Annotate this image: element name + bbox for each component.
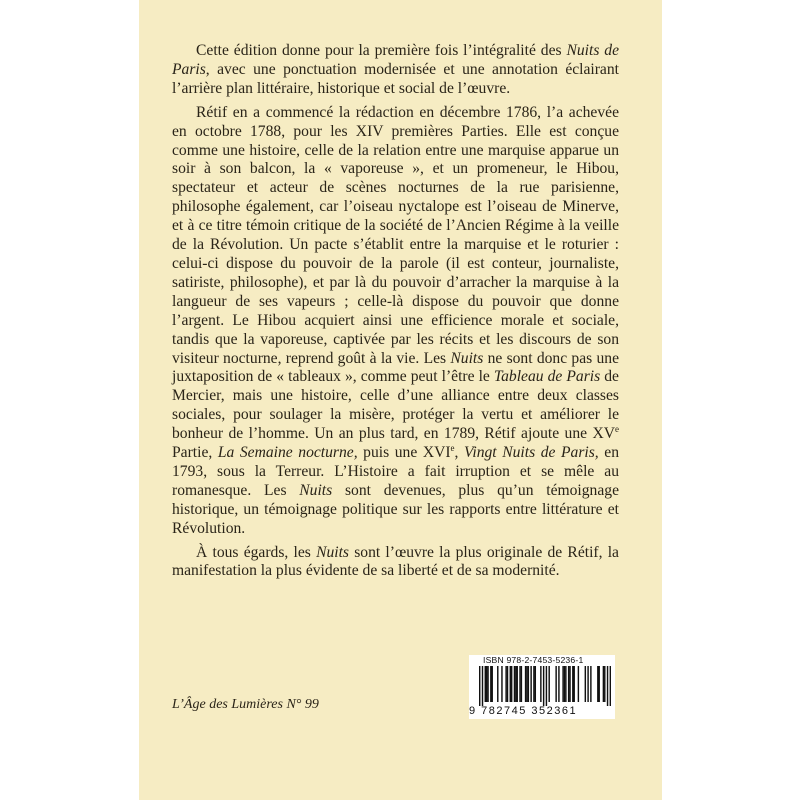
barcode-bar xyxy=(528,666,529,702)
barcode-bar xyxy=(573,666,574,702)
barcode xyxy=(469,655,615,719)
barcode-bar xyxy=(533,666,534,702)
text-run: de Mercier, mais une histoire, celle d’une alliance entre deux classes sociales, pour soulager la misère, protéger la vertu et améliorer le bonheur de l’homme. Un an plus tard, en 1789, Rétif ajoute une XV xyxy=(172,368,619,443)
text-run: e xyxy=(615,423,619,434)
barcode-bar xyxy=(507,666,508,702)
barcode-bar xyxy=(519,666,520,702)
barcode-bar xyxy=(607,666,608,706)
barcode-bar xyxy=(487,666,488,702)
italic-run: Nuits xyxy=(299,481,333,499)
italic-run: Vingt Nuits de Paris, xyxy=(464,444,599,462)
text-run: Partie, xyxy=(172,444,218,462)
text-run: sont l’œuvre la plus originale de Rétif, la manifestation la plus évidente de sa liberté et de sa modernité. xyxy=(172,543,619,580)
barcode-bars xyxy=(479,666,611,706)
barcode-bar xyxy=(501,666,502,702)
barcode-bar xyxy=(597,666,598,702)
barcode-bar xyxy=(479,666,480,706)
barcode-bar xyxy=(492,666,493,702)
barcode-bar xyxy=(517,666,518,702)
barcode-bar xyxy=(497,666,498,702)
text-run: , xyxy=(454,444,465,462)
barcode-bar xyxy=(515,666,516,702)
barcode-bar xyxy=(530,666,531,702)
isbn-label: ISBN 978-2-7453-5236-1 xyxy=(483,655,584,665)
series-label: L’Âge des Lumières N° 99 xyxy=(172,697,319,712)
barcode-bar xyxy=(543,666,544,706)
book-back-cover xyxy=(139,0,662,800)
barcode-bar xyxy=(598,666,599,702)
italic-run: Nuits de Paris xyxy=(172,42,619,78)
text-run: sont devenues, plus qu’un témoignage historique, un témoignage politique sur les rapports entre littérature et Révolution. xyxy=(172,481,619,537)
barcode-bar xyxy=(511,666,512,702)
barcode-bar xyxy=(490,666,491,702)
blurb-text xyxy=(172,42,619,586)
barcode-bar xyxy=(482,666,483,706)
barcode-bar xyxy=(568,666,569,702)
barcode-digits: 9 782745 352361 xyxy=(469,705,578,717)
barcode-bar xyxy=(521,666,522,702)
text-run: e xyxy=(450,442,455,453)
text-run: Cette édition donne pour la première fois l’intégralité des xyxy=(196,42,567,59)
text-run: puis une XVI xyxy=(357,444,451,462)
italic-run: Nuits xyxy=(316,543,349,561)
barcode-bar xyxy=(558,666,559,702)
italic-run: La Semaine nocturne, xyxy=(217,444,358,462)
barcode-bar xyxy=(505,666,506,702)
barcode-bar xyxy=(486,666,487,702)
text-run: en 1793, sous la Terreur. L’Histoire a fait irruption et se mêle au romanesque. Les xyxy=(172,444,619,499)
barcode-bar xyxy=(569,666,570,702)
barcode-bar xyxy=(604,666,605,702)
barcode-bar xyxy=(585,666,586,702)
barcode-bar xyxy=(546,666,547,706)
text-run: Rétif en a commencé la rédaction en décembre 1786, l’a achevée en octobre 1788, pour les XIV premières Parties. Elle est conçue comme une histoire, celle de la relation entre une marquise apparue un soir à son balcon, la « vaporeuse », et un promeneur, le Hibou, spectateur et acteur de scènes nocturnes de la rue parisienne, philosophe également, car l’oiseau nyctalope est l’oiseau de Minerve, et à ce titre témoin critique de la société de l’Ancien Régime à la veille de la Révolution. Un pacte s’établit entre la marquise et le roturier : celui-ci dispose du pouvoir de la parole (il est conteur, journaliste, satiriste, philosophe), et par là du pouvoir d’arracher la marquise à la langueur de ses vapeurs ; celle-là dispose du pouvoir que donne l’argent. Le Hibou acquiert ainsi une efficience morale et sociale, tandis que la vaporeuse, captivée par les récits et les discours de son visiteur nocturne, reprend goût à la vie. Les xyxy=(172,103,619,367)
barcode-bar xyxy=(603,666,604,702)
barcode-bar xyxy=(535,666,536,702)
blurb-paragraph xyxy=(172,544,619,582)
barcode-bar xyxy=(485,666,486,702)
barcode-bar xyxy=(548,666,549,702)
italic-run: Tableau de Paris xyxy=(493,368,601,386)
italic-run: Nuits xyxy=(450,349,484,367)
barcode-bar xyxy=(514,666,515,702)
barcode-bar xyxy=(565,666,566,702)
barcode-bar xyxy=(555,666,556,702)
barcode-bar xyxy=(540,666,541,702)
text-run: À tous égards, les xyxy=(196,543,317,561)
barcode-bar xyxy=(526,666,527,702)
text-run: ne sont donc pas une juxtaposition de « tableaux », comme peut l’être le xyxy=(172,349,619,386)
barcode-bar xyxy=(587,666,588,702)
text-run: , avec une ponctuation modernisée et une annotation éclairant l’arrière plan littéraire, historique et social de l’œuvre. xyxy=(172,60,619,97)
barcode-bar xyxy=(610,666,611,706)
blurb-paragraph xyxy=(172,104,619,539)
barcode-bar xyxy=(572,666,573,702)
barcode-bar xyxy=(510,666,511,702)
barcode-bar xyxy=(562,666,563,702)
barcode-bar xyxy=(590,666,591,702)
barcode-bar xyxy=(525,666,526,702)
barcode-bar xyxy=(578,666,579,702)
blurb-paragraph xyxy=(172,42,619,99)
barcode-bar xyxy=(564,666,565,702)
